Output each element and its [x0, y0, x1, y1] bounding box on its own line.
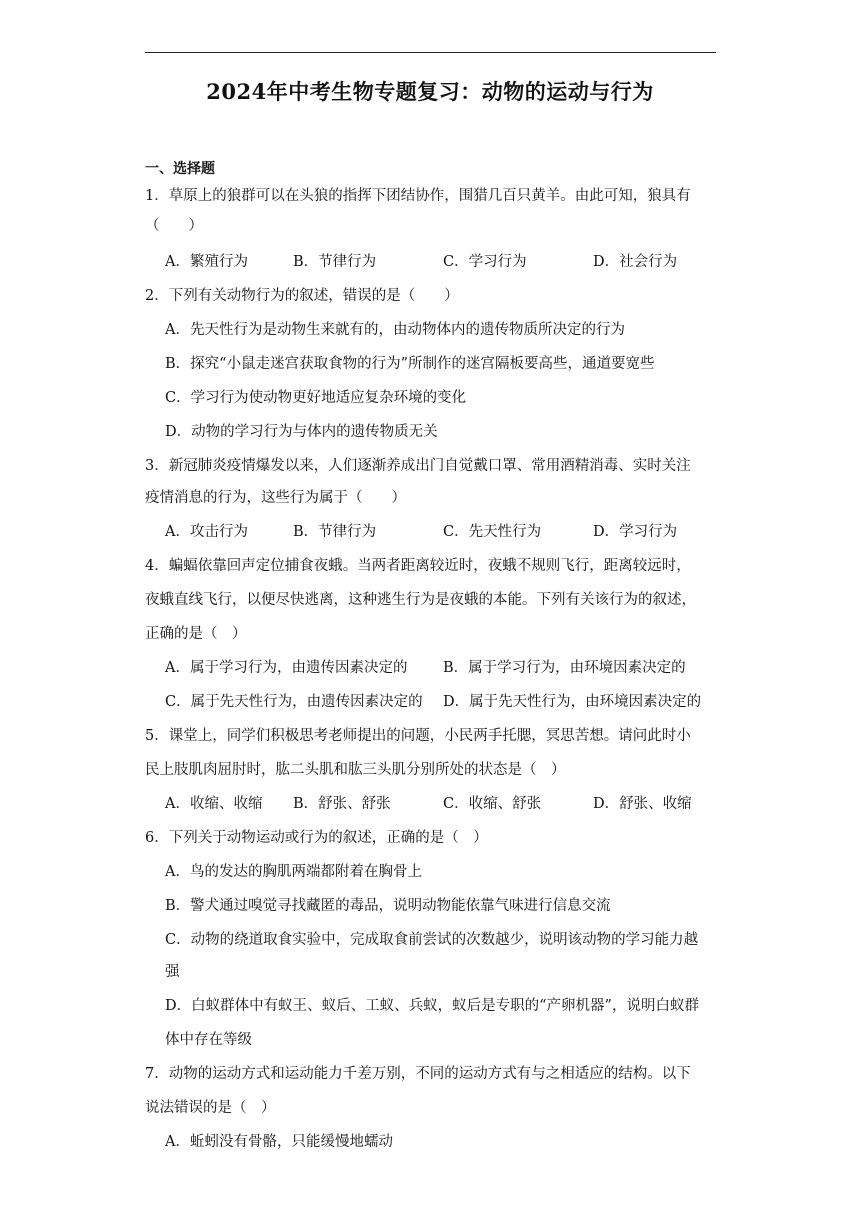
option-d: D．舒张、收缩: [593, 796, 692, 812]
option-c: C．学习行为: [443, 254, 527, 270]
question-1-options: [165, 252, 725, 272]
question-1-stem: 1．草原上的狼群可以在头狼的指挥下团结协作，围猎几百只黄羊。由此可知，狼具有: [145, 188, 691, 204]
question-5-options: [165, 794, 725, 814]
question-6-stem: 6．下列关于动物运动或行为的叙述，正确的是（ ）: [145, 830, 488, 846]
option-b: B．节律行为: [293, 524, 377, 540]
option-d-cont: 体中存在等级: [165, 1032, 252, 1048]
header-rule: [145, 52, 716, 53]
option-b: B．警犬通过嗅觉寻找藏匿的毒品，说明动物能依靠气味进行信息交流: [165, 898, 611, 914]
option-c: C．学习行为使动物更好地适应复杂环境的变化: [165, 390, 467, 406]
option-d: D．学习行为: [593, 524, 678, 540]
question-5-stem: 5．课堂上，同学们积极思考老师提出的问题，小民两手托腮，冥思苦想。请问此时小: [145, 728, 691, 744]
option-d: D．白蚁群体中有蚁王、蚁后、工蚁、兵蚁，蚁后是专职的“产卵机器”，说明白蚁群: [165, 998, 699, 1014]
option-a: A．蚯蚓没有骨骼，只能缓慢地蠕动: [165, 1134, 393, 1150]
option-a: A．攻击行为: [165, 524, 248, 540]
option-a: A．属于学习行为，由遗传因素决定的: [165, 660, 408, 676]
question-4-stem-cont-2: 正确的是（ ）: [145, 626, 247, 642]
option-a: A．繁殖行为: [165, 254, 248, 270]
question-4-stem-cont: 夜蛾直线飞行，以便尽快逃离，这种逃生行为是夜蛾的本能。下列有关该行为的叙述，: [145, 592, 696, 608]
option-d: D．属于先天性行为，由环境因素决定的: [443, 694, 702, 710]
question-5-stem-cont: 民上肢肌肉屈肘时，肱二头肌和肱三头肌分别所处的状态是（ ）: [145, 762, 566, 778]
option-c-cont: 强: [165, 964, 180, 980]
question-7-stem: 7．动物的运动方式和运动能力千差万别，不同的运动方式有与之相适应的结构。以下: [145, 1066, 691, 1082]
option-c: C．属于先天性行为，由遗传因素决定的: [165, 694, 423, 710]
option-c: C．先天性行为: [443, 524, 542, 540]
option-b: B．属于学习行为，由环境因素决定的: [443, 660, 686, 676]
option-a: A．收缩、收缩: [165, 796, 263, 812]
option-b: B．舒张、舒张: [293, 796, 391, 812]
option-b: B．探究“小鼠走迷宫获取食物的行为”所制作的迷宫隔板要高些，通道要宽些: [165, 356, 655, 372]
option-d: D．社会行为: [593, 254, 678, 270]
option-c: C．动物的绕道取食实验中，完成取食前尝试的次数越少，说明该动物的学习能力越: [165, 932, 699, 948]
section-heading: 一、选择题: [145, 161, 215, 177]
option-a: A．先天性行为是动物生来就有的，由动物体内的遗传物质所决定的行为: [165, 322, 625, 338]
question-1-stem-cont: （ ）: [145, 218, 203, 234]
question-7-stem-cont: 说法错误的是（ ）: [145, 1100, 276, 1116]
question-3-options: [165, 522, 725, 542]
question-3-stem-cont: 疫情消息的行为，这些行为属于（ ）: [145, 490, 406, 506]
option-b: B．节律行为: [293, 254, 377, 270]
option-c: C．收缩、舒张: [443, 796, 542, 812]
question-4-options-ab: [165, 658, 725, 678]
option-d: D．动物的学习行为与体内的遗传物质无关: [165, 424, 438, 440]
question-4-stem: 4．蝙蝠依靠回声定位捕食夜蛾。当两者距离较近时，夜蛾不规则飞行，距离较远时，: [145, 558, 691, 574]
option-a: A．鸟的发达的胸肌两端都附着在胸骨上: [165, 864, 422, 880]
page-title: 2024年中考生物专题复习：动物的运动与行为: [206, 79, 654, 104]
question-2-stem: 2．下列有关动物行为的叙述，错误的是（ ）: [145, 288, 459, 304]
question-4-options-cd: [165, 692, 725, 712]
question-3-stem: 3．新冠肺炎疫情爆发以来，人们逐渐养成出门自觉戴口罩、常用酒精消毒、实时关注: [145, 458, 691, 474]
